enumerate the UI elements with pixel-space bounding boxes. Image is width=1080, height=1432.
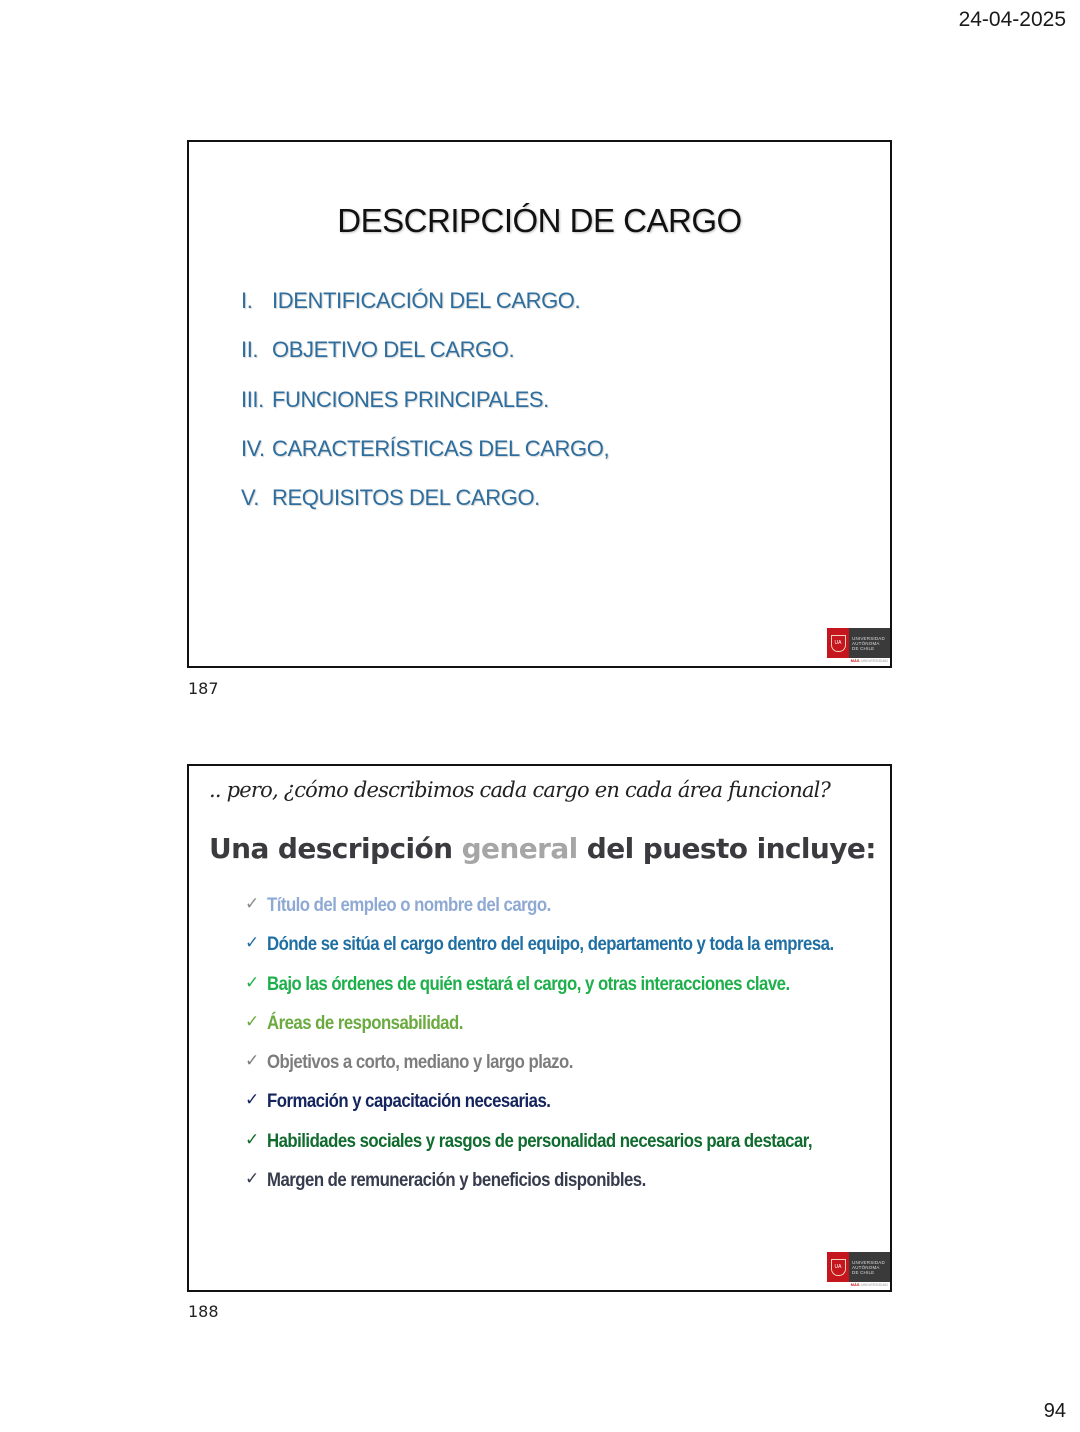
check-icon: ✓ xyxy=(245,1169,259,1190)
university-logo xyxy=(827,628,890,666)
slide-title: DESCRIPCIÓN DE CARGO xyxy=(337,202,742,239)
check-icon: ✓ xyxy=(245,1090,259,1111)
item-label: IDENTIFICACIÓN DEL CARGO. xyxy=(272,288,581,313)
item-number: III. xyxy=(241,386,264,412)
slide-number: 188 xyxy=(188,1302,219,1321)
list-item xyxy=(241,485,609,534)
section-list xyxy=(241,288,609,534)
item-label: Título del empleo o nombre del cargo. xyxy=(267,894,551,916)
logo-wordmark: UNIVERSIDAD AUTÓNOMA DE CHILE xyxy=(849,628,890,658)
page-date: 24-04-2025 xyxy=(958,8,1066,31)
check-icon: ✓ xyxy=(245,933,259,954)
item-number: II. xyxy=(241,337,259,363)
list-item xyxy=(241,436,609,485)
slide-number: 187 xyxy=(188,679,219,698)
list-item xyxy=(241,288,609,337)
item-label: Objetivos a corto, mediano y largo plazo. xyxy=(267,1051,573,1074)
list-item xyxy=(241,387,609,436)
item-label: Formación y capacitación necesarias. xyxy=(267,1090,551,1113)
item-label: REQUISITOS DEL CARGO. xyxy=(272,485,540,511)
checklist-item xyxy=(245,1012,926,1051)
check-icon: ✓ xyxy=(245,972,259,993)
logo-tagline: MÁS UNIVERSIDAD xyxy=(827,1282,890,1290)
item-label: Dónde se sitúa el cargo dentro del equipo, departamento y toda la empresa. xyxy=(267,933,834,956)
checklist-item xyxy=(245,1051,926,1090)
item-label: Margen de remuneración y beneficios disponibles. xyxy=(267,1169,646,1192)
slide-heading: Una descripción general del puesto incluye: xyxy=(209,832,876,865)
item-label: Habilidades sociales y rasgos de personalidad necesarios para destacar, xyxy=(267,1129,813,1152)
page-number: 94 xyxy=(1043,1400,1066,1422)
checklist-item xyxy=(245,1169,926,1208)
slide-187 xyxy=(187,140,892,668)
checklist-item xyxy=(245,894,926,933)
checklist-item xyxy=(245,973,926,1012)
shield-icon: UA xyxy=(827,628,849,658)
item-label: Áreas de responsabilidad. xyxy=(267,1011,463,1034)
slide-question: .. pero, ¿cómo describimos cada cargo en cada área funcional? xyxy=(209,778,831,802)
university-logo xyxy=(827,1252,890,1290)
item-label: CARACTERÍSTICAS DEL CARGO, xyxy=(272,435,610,461)
item-label: OBJETIVO DEL CARGO. xyxy=(272,337,515,363)
check-icon: ✓ xyxy=(245,894,259,914)
logo-tagline: MÁS UNIVERSIDAD xyxy=(827,658,890,666)
item-number: V. xyxy=(241,485,259,511)
checklist-item xyxy=(245,1090,926,1129)
checklist-item xyxy=(245,1130,926,1169)
check-icon: ✓ xyxy=(245,1011,259,1032)
heading-highlight: general xyxy=(461,832,578,865)
item-label: FUNCIONES PRINCIPALES. xyxy=(272,386,549,412)
checklist xyxy=(245,894,926,1208)
logo-wordmark: UNIVERSIDAD AUTÓNOMA DE CHILE xyxy=(849,1252,890,1282)
checklist-item xyxy=(245,933,926,972)
item-number: IV. xyxy=(241,435,265,461)
slide-188 xyxy=(187,764,892,1292)
item-label: Bajo las órdenes de quién estará el cargo, y otras interacciones clave. xyxy=(267,972,790,995)
item-number: I. xyxy=(241,288,253,313)
list-item xyxy=(241,337,609,386)
check-icon: ✓ xyxy=(245,1051,259,1072)
shield-icon: UA xyxy=(827,1252,849,1282)
check-icon: ✓ xyxy=(245,1129,259,1150)
